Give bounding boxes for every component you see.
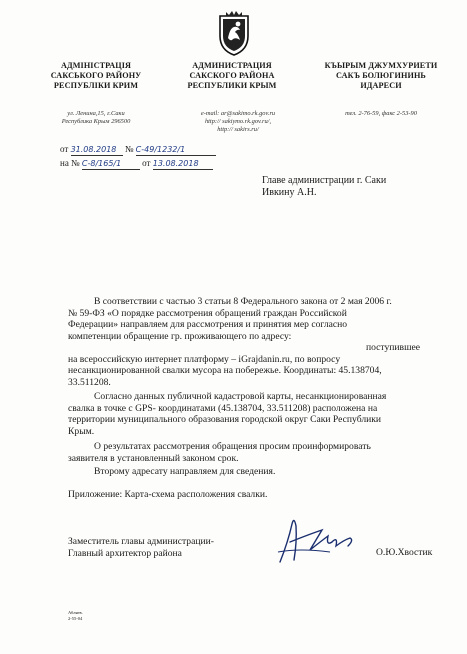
address-street: ул. Ленина,15, г.Саки bbox=[67, 110, 125, 117]
header-center-contacts bbox=[172, 110, 304, 134]
executor-info bbox=[68, 610, 128, 622]
signer-position-line-1: Заместитель главы администрации- bbox=[68, 536, 214, 547]
header-left-line-2: САКСЬКОГО РАЙОНУ bbox=[50, 71, 142, 80]
p3-line-2: заявителя в установленный законом срок. bbox=[68, 452, 239, 464]
reg-in-label: на № bbox=[60, 158, 80, 168]
executor-name: Абляев. bbox=[68, 610, 83, 615]
registration-outgoing bbox=[60, 144, 216, 156]
signer-position-line-2: Главный архитектор района bbox=[68, 547, 182, 559]
header-left-line-1: АДМІНІСТРАЦІЯ bbox=[60, 61, 132, 70]
header-left-address bbox=[36, 110, 156, 126]
header-right-crimean-tatar bbox=[306, 61, 456, 91]
executor-phone: 2-55-04 bbox=[68, 616, 83, 621]
paragraph-2 bbox=[68, 391, 438, 437]
p2-line-1: Согласно данных публичной кадастровой карты, несанкционированная bbox=[94, 391, 387, 402]
signer-position bbox=[68, 536, 268, 559]
address-city: Республика Крым 296500 bbox=[61, 118, 131, 125]
p1-line-8: 33.511208. bbox=[68, 376, 111, 388]
p1-line-5: поступившее bbox=[366, 342, 420, 353]
header-center-line-1: АДМИНИСТРАЦИЯ bbox=[192, 61, 272, 70]
p1-line-2: № 59-ФЗ «О порядке рассмотрения обращений граждан Российской bbox=[68, 307, 347, 319]
contact-email: e-mail: ar@sakimo.rk.gov.ru bbox=[200, 110, 276, 117]
p1-line-1: В соответствии с частью 3 статьи 8 Федерального закона от 2 мая 2006 г. bbox=[94, 296, 392, 307]
addressee-line-1: Главе администрации г. Саки bbox=[262, 175, 387, 186]
addressee-block bbox=[262, 175, 386, 199]
paragraph-4: Второму адресату направляем для сведения. bbox=[94, 466, 276, 477]
header-center-line-3: РЕСПУБЛИКИ КРЫМ bbox=[187, 81, 277, 90]
reg-out-number: С-49/1232/1 bbox=[136, 144, 216, 156]
header-left-ukrainian bbox=[36, 61, 156, 91]
paragraph-3 bbox=[68, 441, 438, 464]
reg-from-label: от bbox=[60, 144, 69, 154]
header-right-phone: тел. 2-76-59, факс 2-53-90 bbox=[345, 110, 417, 117]
attachment-line: Приложение: Карта-схема расположения свалки. bbox=[68, 489, 268, 500]
header-right-line-2: САКЪ БОЛЮГИНИНЬ bbox=[336, 71, 426, 80]
p2-line-4: Крым. bbox=[68, 425, 95, 437]
registration-incoming bbox=[60, 158, 213, 170]
p2-line-3: территории муниципального образования городской округ Саки Республики bbox=[68, 414, 382, 425]
p2-line-2: свалка в точке с GPS- координатами (45.138704, 33.511208) расположена на bbox=[68, 402, 378, 414]
header-center-line-2: САКСКОГО РАЙОНА bbox=[189, 71, 275, 80]
header-right-line-1: КЪЫРЫМ ДЖУМХУРИЕТИ bbox=[324, 61, 438, 70]
header-center-russian bbox=[172, 61, 292, 91]
p1-line-3: Федерации» направляем для рассмотрения и принятия мер согласно bbox=[68, 319, 348, 330]
contact-site-2: http:// sakirs.ru/ bbox=[217, 126, 259, 133]
reg-in-date-label: от bbox=[142, 158, 151, 168]
reg-in-date: 13.08.2018 bbox=[153, 158, 213, 170]
p1-line-4: компетенции обращение гр. проживающего по адресу: bbox=[68, 330, 292, 342]
reg-from-date: 31.08.2018 bbox=[71, 144, 123, 156]
coat-of-arms-emblem bbox=[216, 10, 252, 56]
reg-no-label: № bbox=[124, 144, 134, 154]
p1-line-7: несанкционированной свалки мусора на побережье. Координаты: 45.138704, bbox=[68, 365, 382, 376]
p1-line-6: на всероссийскую интернет платформу – iGrajdanin.ru, по вопросу bbox=[68, 353, 341, 365]
reg-in-number: С-8/165/1 bbox=[82, 158, 140, 170]
p3-line-1: О результатах рассмотрения обращения просим проинформировать bbox=[94, 441, 371, 452]
paragraph-1 bbox=[68, 296, 438, 388]
addressee-line-2: Ивкину А.Н. bbox=[262, 187, 317, 198]
contact-site-1: http:// sakiymo.rk.gov.ru/, bbox=[204, 118, 272, 125]
handwritten-signature bbox=[270, 512, 370, 568]
header-right-line-3: ИДАРЕСИ bbox=[360, 81, 402, 90]
header-left-line-3: РЕСПУБЛІКИ КРИМ bbox=[53, 81, 139, 90]
signer-name: О.Ю.Хвостик bbox=[376, 547, 433, 558]
